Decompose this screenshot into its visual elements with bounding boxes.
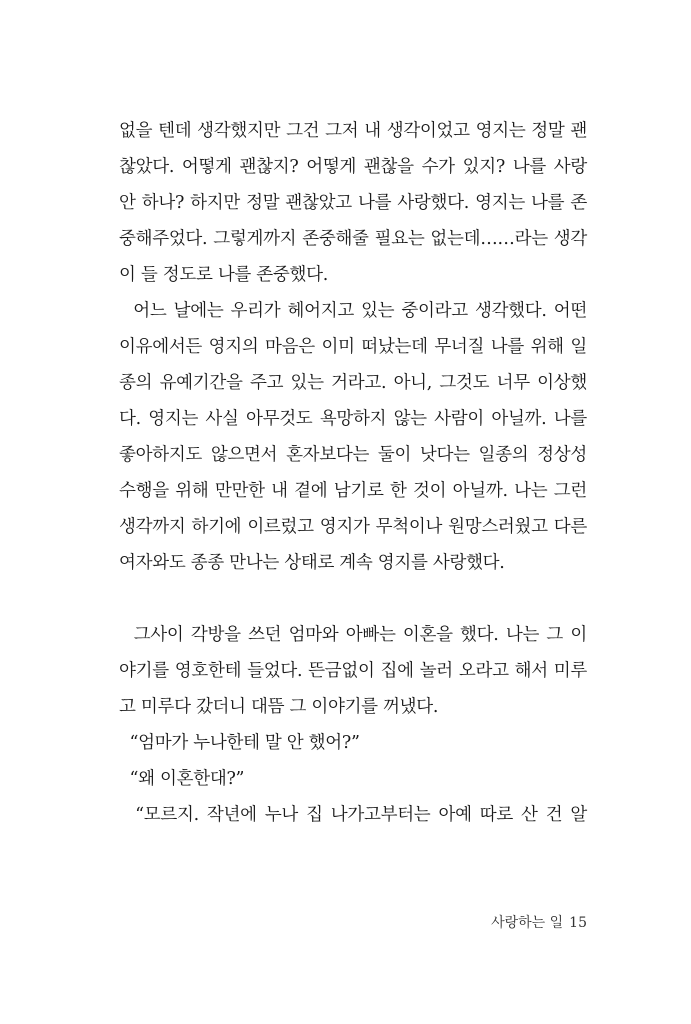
body-line: 종의 유예기간을 주고 있는 거라고. 아니, 그것도 너무 이상했 [119, 373, 587, 393]
dialogue-line: “왜 이혼한대?” [119, 769, 245, 789]
body-line: 좋아하지도 않으면서 혼자보다는 둘이 낫다는 일종의 정상성 [119, 445, 587, 465]
body-line: 생각까지 하기에 이르렀고 영지가 무척이나 원망스러웠고 다른 [119, 517, 587, 537]
body-line: 이 들 정도로 나를 존중했다. [119, 265, 328, 285]
body-line: 어느 날에는 우리가 헤어지고 있는 중이라고 생각했다. 어떤 [119, 301, 587, 321]
dialogue-line: “모르지. 작년에 누나 집 나가고부터는 아예 따로 산 건 알 [119, 805, 587, 825]
body-line: 다. 영지는 사실 아무것도 욕망하지 않는 사람이 아닐까. 나를 [119, 409, 587, 429]
body-line: 고 미루다 갔더니 대뜸 그 이야기를 꺼냈다. [119, 697, 439, 717]
body-line: 찮았다. 어떻게 괜찮지? 어떻게 괜찮을 수가 있지? 나를 사랑 [119, 157, 587, 177]
body-line: 중해주었다. 그렇게까지 존중해줄 필요는 없는데……라는 생각 [119, 229, 587, 249]
page-number: 15 [569, 915, 587, 931]
body-line: 그사이 각방을 쓰던 엄마와 아빠는 이혼을 했다. 나는 그 이 [119, 625, 587, 645]
page-footer [491, 914, 587, 932]
body-line: 이유에서든 영지의 마음은 이미 떠났는데 무너질 나를 위해 일 [119, 337, 587, 357]
body-line: 안 하나? 하지만 정말 괜찮았고 나를 사랑했다. 영지는 나를 존 [119, 193, 587, 213]
dialogue-line: “엄마가 누나한테 말 안 했어?” [119, 733, 360, 753]
body-line: 야기를 영호한테 들었다. 뜬금없이 집에 놀러 오라고 해서 미루 [119, 661, 587, 681]
body-line: 여자와도 종종 만나는 상태로 계속 영지를 사랑했다. [119, 553, 505, 573]
running-title: 사랑하는 일 [491, 915, 564, 931]
body-line: 수행을 위해 만만한 내 곁에 남기로 한 것이 아닐까. 나는 그런 [119, 481, 587, 501]
body-line: 없을 텐데 생각했지만 그건 그저 내 생각이었고 영지는 정말 괜 [119, 121, 587, 141]
